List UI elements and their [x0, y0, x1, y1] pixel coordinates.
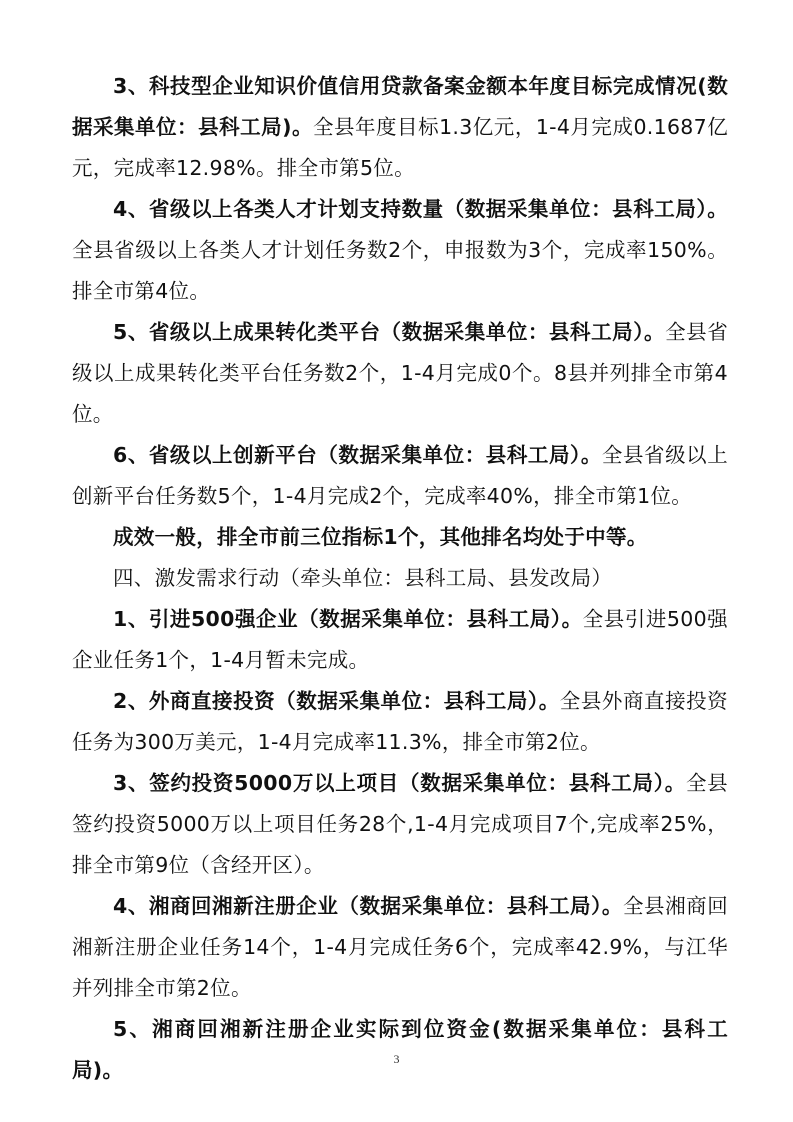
paragraph-text: 全县省级以上各类人才计划任务数2个，申报数为3个，完成率150%。排全市第4位。 [72, 238, 728, 303]
document-body [72, 66, 728, 1091]
page-number: 3 [393, 1052, 400, 1066]
paragraph-text: 四、激发需求行动（牵头单位：县科工局、县发改局） [113, 566, 613, 590]
paragraph-heading: 4、省级以上各类人才计划支持数量（数据采集单位：县科工局）。 [113, 197, 728, 221]
paragraph-heading: 成效一般，排全市前三位指标1个，其他排名均处于中等。 [113, 525, 648, 549]
paragraph-item-6-innovation-platforms [72, 435, 728, 517]
paragraph-item-5-capital-in-place [72, 1009, 728, 1091]
paragraph-text: 全县湘商回湘新注册企业任务14个，1-4月完成任务6个，完成率42.9%，与江华并列排全市第2位。 [72, 894, 729, 1000]
paragraph-heading: 4、湘商回湘新注册企业（数据采集单位：县科工局）。 [113, 894, 623, 918]
paragraph-heading: 5、湘商回湘新注册企业实际到位资金(数据采集单位：县科工局)。 [72, 1017, 728, 1082]
paragraph-item-3-loan-filing [72, 66, 728, 189]
section-heading-four [72, 558, 728, 599]
paragraph-text: 全县引进500强企业任务1个，1-4月暂未完成。 [72, 607, 728, 672]
paragraph-heading: 2、外商直接投资（数据采集单位：县科工局）。 [113, 689, 560, 713]
paragraph-text: 全县省级以上创新平台任务数5个，1-4月完成2个，完成率40%，排全市第1位。 [72, 443, 728, 508]
paragraph-text: 全县省级以上成果转化类平台任务数2个，1-4月完成0个。8县并列排全市第4位。 [72, 320, 728, 426]
paragraph-item-4-new-enterprises [72, 886, 728, 1009]
paragraph-heading: 3、科技型企业知识价值信用贷款备案金额本年度目标完成情况(数据采集单位：县科工局)。 [72, 74, 728, 139]
paragraph-summary [72, 517, 728, 558]
paragraph-heading: 6、省级以上创新平台（数据采集单位：县科工局）。 [113, 443, 602, 467]
paragraph-item-3-signed-projects [72, 763, 728, 886]
paragraph-heading: 3、签约投资5000万以上项目（数据采集单位：县科工局）。 [113, 771, 686, 795]
paragraph-item-5-transfer-platforms [72, 312, 728, 435]
paragraph-heading: 1、引进500强企业（数据采集单位：县科工局）。 [113, 607, 583, 631]
paragraph-text: 全县年度目标1.3亿元，1-4月完成0.1687亿元，完成率12.98%。排全市第5位。 [72, 115, 728, 180]
paragraph-item-1-top500 [72, 599, 728, 681]
paragraph-item-2-foreign-investment [72, 681, 728, 763]
paragraph-item-4-talent-plans [72, 189, 728, 312]
paragraph-text: 全县签约投资5000万以上项目任务28个,1-4月完成项目7个,完成率25%，排全市第9位（含经开区）。 [72, 771, 728, 877]
paragraph-heading: 5、省级以上成果转化类平台（数据采集单位：县科工局）。 [113, 320, 666, 344]
paragraph-text: 全县外商直接投资任务为300万美元，1-4月完成率11.3%，排全市第2位。 [72, 689, 728, 754]
